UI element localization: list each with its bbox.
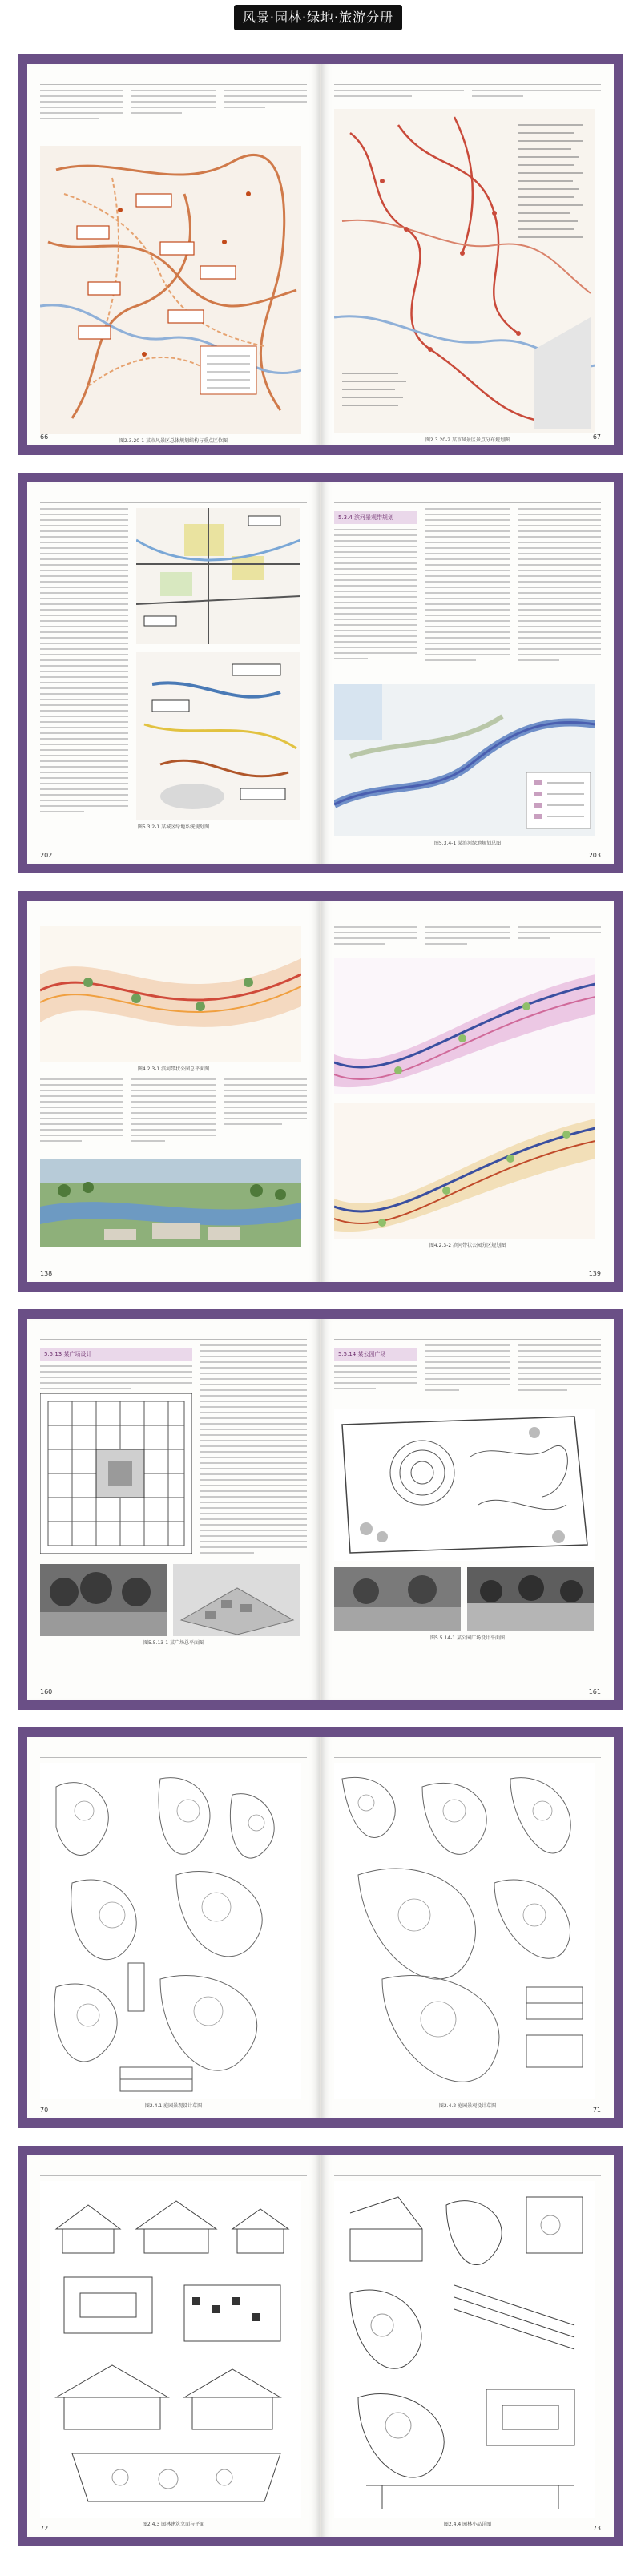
figure-caption: 图2.4.4 园林小品详图: [443, 2522, 492, 2527]
pavilion-drawing-sheet: [40, 2181, 301, 2518]
spread-3-left-page: [27, 901, 321, 1282]
spread-3-right-page: [321, 901, 614, 1282]
spread-2-right-page: [321, 482, 614, 864]
running-head: [40, 2167, 307, 2176]
body-text: [131, 1078, 215, 1159]
body-text: [200, 1344, 307, 1558]
book-spread-5: [18, 1727, 623, 2128]
running-head: [334, 1748, 601, 1758]
plaza-grid-plan: [40, 1393, 192, 1554]
page-number: 67: [592, 433, 601, 441]
book-spread-6: [18, 2146, 623, 2546]
riverside-aerial-rendering: [40, 1159, 301, 1247]
running-head: [334, 1330, 601, 1340]
garden-detail-sheet: [334, 2181, 595, 2518]
body-text: [425, 926, 509, 958]
body-text: [131, 90, 215, 146]
riverfront-route-plan: [136, 652, 300, 820]
figure-caption: 图2.4.1 庭园景观设计草图: [144, 2103, 203, 2109]
running-head: [334, 75, 601, 85]
spread-1-right-page: [321, 64, 614, 445]
page-number: 73: [592, 2525, 601, 2532]
body-text: [334, 926, 417, 958]
figure-caption: 图5.5.14-1 某公园广场设计平面图: [430, 1635, 505, 1641]
body-text: [224, 90, 307, 146]
running-head: [334, 494, 601, 503]
book-spread-1: [18, 54, 623, 455]
spread-1-left-page: [27, 64, 321, 445]
running-head: [334, 912, 601, 921]
page-number: 138: [40, 1270, 53, 1277]
page-number: 202: [40, 852, 53, 859]
body-text: [518, 926, 601, 958]
park-photo-right: [467, 1567, 594, 1631]
park-zoning-plan-upper: [334, 958, 595, 1094]
district-green-plan: [136, 508, 300, 644]
page-number: 70: [40, 2106, 49, 2114]
body-text: [40, 90, 123, 146]
running-head: [40, 494, 307, 503]
spread-6-right-page: [321, 2155, 614, 2537]
section-heading: 5.5.13 某广场设计: [40, 1348, 192, 1361]
garden-sketch-sheet-left: [40, 1763, 301, 2099]
figure-caption: 图2.3.20-1 某市风景区总体规划结构与重点区位图: [119, 438, 228, 444]
body-text: [472, 90, 602, 109]
park-zoning-plan-lower: [334, 1103, 595, 1239]
body-text: [40, 1078, 123, 1159]
figure-caption: 图2.4.3 园林建筑立面与平面: [142, 2522, 205, 2527]
body-text: [334, 90, 464, 109]
page-number: 160: [40, 1688, 53, 1695]
figure-caption: 图4.2.3-1 滨河带状公园总平面图: [137, 1066, 210, 1072]
page-number: 72: [40, 2525, 49, 2532]
figure-caption: 图2.4.2 庭园景观设计草图: [438, 2103, 497, 2109]
garden-sketch-sheet-right: [334, 1763, 595, 2099]
book-spread-4: [18, 1309, 623, 1710]
park-plaza-plan: [334, 1409, 595, 1561]
running-head: [334, 2167, 601, 2176]
figure-caption: 图4.2.3-2 滨河带状公园分区规划图: [429, 1243, 506, 1248]
body-text: [518, 508, 601, 684]
spread-6-left-page: [27, 2155, 321, 2537]
spread-4-left-page: [27, 1319, 321, 1700]
body-text: [40, 1365, 192, 1389]
page-number: 203: [588, 852, 601, 859]
body-text: [40, 508, 128, 820]
spread-5-right-page: [321, 1737, 614, 2118]
body-text: [425, 1344, 509, 1409]
regional-structure-map: [40, 146, 301, 434]
park-photo-left: [334, 1567, 461, 1631]
running-head: [40, 1330, 307, 1340]
spread-2-left-page: [27, 482, 321, 864]
scenic-spot-distribution-map: [334, 109, 595, 433]
section-heading: 5.5.14 某公园广场: [334, 1348, 417, 1361]
body-text: [224, 1078, 307, 1159]
page-number: 71: [592, 2106, 601, 2114]
figure-caption: 图5.3.2-1 某城区绿地系统规划图: [137, 824, 210, 830]
page-number: 139: [588, 1270, 601, 1277]
book-spread-3: [18, 891, 623, 1292]
figure-caption: 图5.5.13-1 某广场总平面图: [143, 1640, 204, 1646]
catalog-title-badge: 风景·园林·绿地·旅游分册: [234, 5, 402, 30]
body-text: [334, 529, 417, 659]
page-number: 161: [588, 1688, 601, 1695]
body-text: [425, 508, 509, 684]
body-text: [334, 1365, 417, 1389]
section-heading: 5.3.4 滨河景观带规划: [334, 511, 417, 524]
figure-caption: 图5.3.4-1 某滨河绿地规划总图: [433, 841, 502, 846]
figure-caption: 图2.3.20-2 某市风景区景点分布规划图: [425, 437, 510, 443]
riverfront-master-plan-map: [334, 684, 595, 836]
running-head: [40, 1748, 307, 1758]
spread-4-right-page: [321, 1319, 614, 1700]
riverside-park-plan: [40, 926, 301, 1062]
body-text: [518, 1344, 601, 1409]
plaza-model-photo: [173, 1564, 300, 1636]
running-head: [40, 912, 307, 921]
running-head: [40, 75, 307, 85]
page-number: 66: [40, 433, 49, 441]
book-spread-2: [18, 473, 623, 873]
plaza-photo-trees: [40, 1564, 167, 1636]
spread-5-left-page: [27, 1737, 321, 2118]
